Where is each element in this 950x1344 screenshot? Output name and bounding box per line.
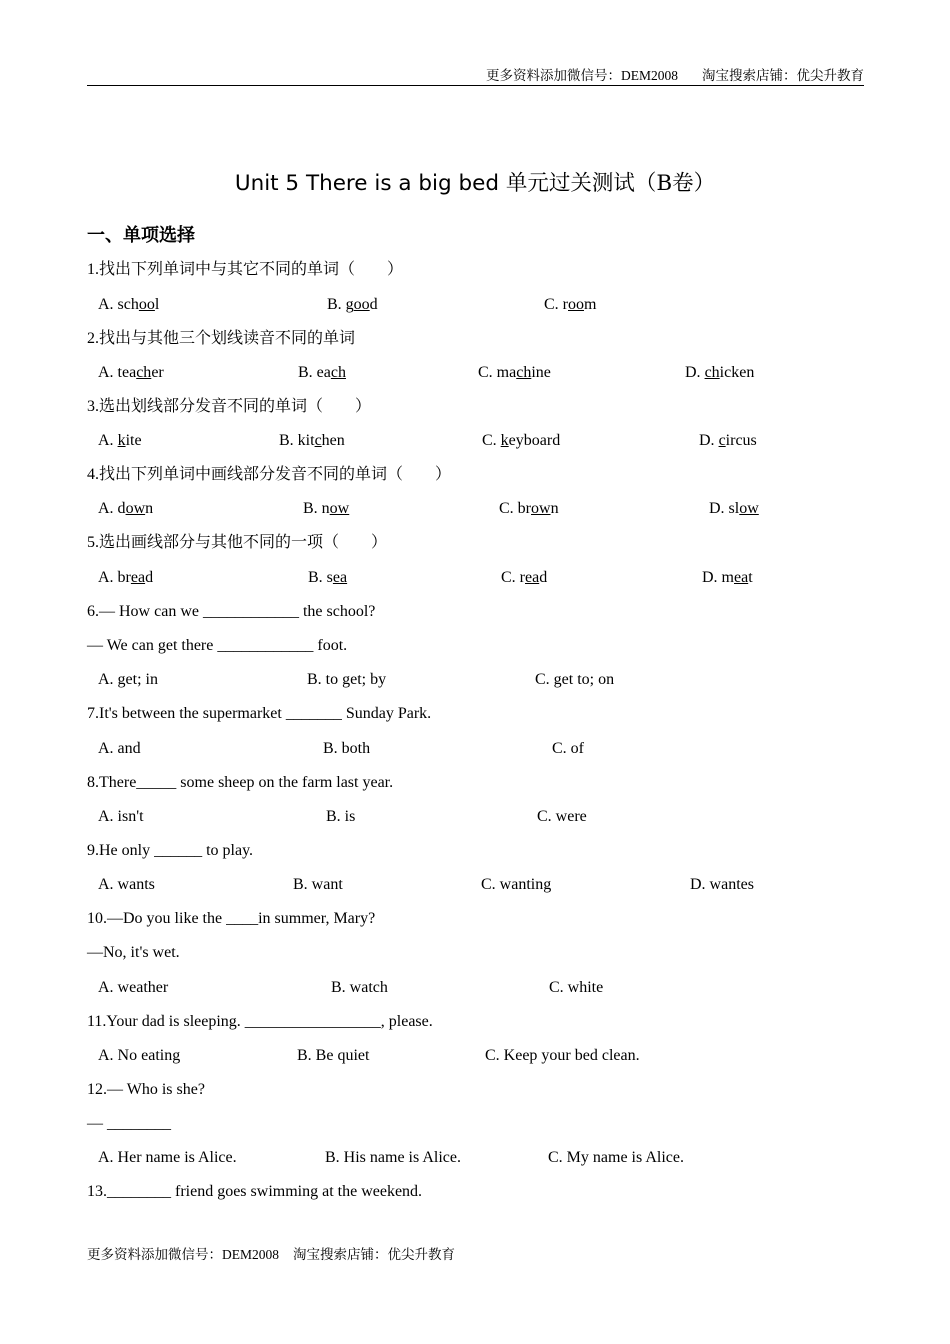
question-11-stem: 11.Your dad is sleeping. _________________, please. xyxy=(87,1013,433,1030)
question-7-option-c: C. of xyxy=(552,740,584,757)
question-1-stem: 1.找出下列单词中与其它不同的单词（ ） xyxy=(87,261,404,278)
section-title: 一、单项选择 xyxy=(87,225,195,245)
question-3-option-a: A. kite xyxy=(98,432,142,449)
question-8-stem: 8.There_____ some sheep on the farm last year. xyxy=(87,774,394,791)
question-7-option-b: B. both xyxy=(323,740,371,757)
question-11-option-c: C. Keep your bed clean. xyxy=(485,1047,640,1064)
question-7-stem: 7.It's between the supermarket _______ Sunday Park. xyxy=(87,705,432,722)
question-8-option-b: B. is xyxy=(326,808,356,825)
question-4-stem: 4.找出下列单词中画线部分发音不同的单词（ ） xyxy=(87,466,452,483)
question-6-option-a: A. get; in xyxy=(98,671,158,688)
question-4-option-b: B. now xyxy=(303,500,350,517)
question-3-option-c: C. keyboard xyxy=(482,432,561,449)
question-9-option-b: B. want xyxy=(293,876,343,893)
question-5-option-b: B. sea xyxy=(308,569,348,586)
header-shop: 淘宝搜索店铺：优尖升教育 xyxy=(702,68,864,83)
question-3-option-b: B. kitchen xyxy=(279,432,345,449)
question-8-option-a: A. isn't xyxy=(98,808,144,825)
footer-shop: 淘宝搜索店铺：优尖升教育 xyxy=(293,1247,455,1262)
question-11-option-a: A. No eating xyxy=(98,1047,181,1064)
question-1-option-a: A. school xyxy=(98,296,160,313)
question-10-stem: 10.—Do you like the ____in summer, Mary? xyxy=(87,910,376,927)
question-11-option-b: B. Be quiet xyxy=(297,1047,370,1064)
question-1-option-b: B. good xyxy=(327,296,378,313)
header-wechat: 更多资料添加微信号：DEM2008 xyxy=(486,68,678,83)
question-10-option-c: C. white xyxy=(549,979,604,996)
question-7-option-a: A. and xyxy=(98,740,141,757)
question-9-option-a: A. wants xyxy=(98,876,155,893)
question-2-option-a: A. teacher xyxy=(98,364,164,381)
footer-wechat: 更多资料添加微信号：DEM2008 xyxy=(87,1247,279,1262)
question-4-option-a: A. down xyxy=(98,500,154,517)
question-12-stem: 12.— Who is she? xyxy=(87,1081,205,1098)
question-6-stem: 6.— How can we ____________ the school? xyxy=(87,603,376,620)
question-9-stem: 9.He only ______ to play. xyxy=(87,842,254,859)
question-2-stem: 2.找出与其他三个划线读音不同的单词 xyxy=(87,330,356,347)
title-english: Unit 5 There is a big bed xyxy=(234,171,500,196)
question-8-option-c: C. were xyxy=(537,808,587,825)
page-footer xyxy=(87,1244,455,1266)
question-13-stem: 13.________ friend goes swimming at the weekend. xyxy=(87,1183,423,1200)
question-5-option-c: C. read xyxy=(501,569,548,586)
question-9-option-d: D. wantes xyxy=(690,876,754,893)
question-12-response: — ________ xyxy=(87,1115,171,1132)
question-2-option-b: B. each xyxy=(298,364,346,381)
question-10-option-a: A. weather xyxy=(98,979,169,996)
question-12-option-b: B. His name is Alice. xyxy=(325,1149,461,1166)
question-3-stem: 3.选出划线部分发音不同的单词（ ） xyxy=(87,398,372,415)
question-2-option-d: D. chicken xyxy=(685,364,755,381)
question-4-option-c: C. brown xyxy=(499,500,559,517)
question-5-option-a: A. bread xyxy=(98,569,154,586)
question-6-option-c: C. get to; on xyxy=(535,671,615,688)
question-10-option-b: B. watch xyxy=(331,979,388,996)
question-2-option-c: C. machine xyxy=(478,364,551,381)
page-header xyxy=(87,66,864,86)
question-12-option-c: C. My name is Alice. xyxy=(548,1149,684,1166)
question-5-stem: 5.选出画线部分与其他不同的一项（ ） xyxy=(87,534,388,551)
question-10-response: —No, it's wet. xyxy=(87,944,180,961)
question-1-option-c: C. room xyxy=(544,296,597,313)
question-6-response: — We can get there ____________ foot. xyxy=(87,637,348,654)
question-9-option-c: C. wanting xyxy=(481,876,552,893)
question-3-option-d: D. circus xyxy=(699,432,757,449)
question-6-option-b: B. to get; by xyxy=(307,671,387,688)
page-title xyxy=(0,168,950,200)
question-5-option-d: D. meat xyxy=(702,569,753,586)
question-4-option-d: D. slow xyxy=(709,500,759,517)
question-12-option-a: A. Her name is Alice. xyxy=(98,1149,237,1166)
title-chinese: 单元过关测试（B卷） xyxy=(505,171,716,196)
